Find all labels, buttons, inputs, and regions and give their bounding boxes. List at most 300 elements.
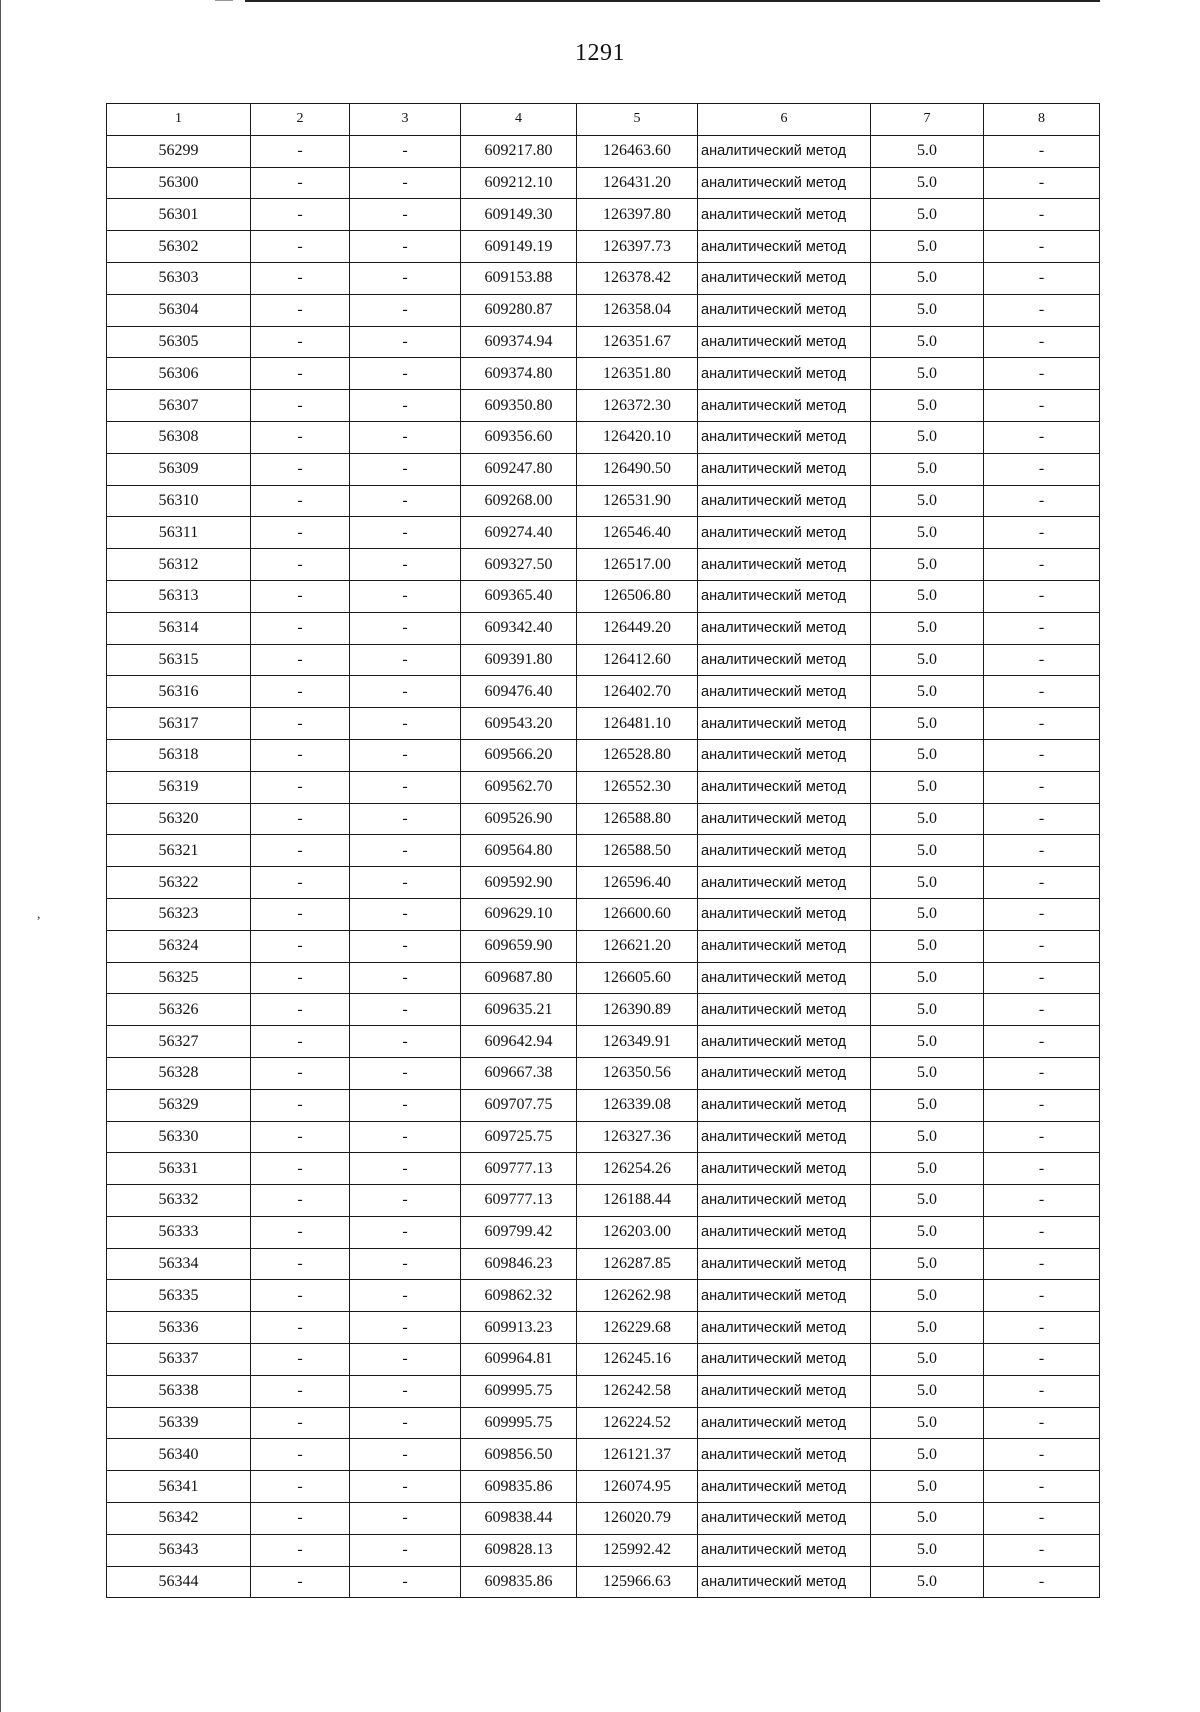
- table-row: [107, 803, 1100, 835]
- x-coordinate-cell: 609566.20: [461, 739, 577, 771]
- method-cell: аналитический метод: [698, 930, 871, 962]
- y-coordinate-cell: 126351.67: [577, 326, 698, 358]
- col8-cell: -: [984, 1248, 1100, 1280]
- col3-cell: -: [350, 390, 461, 422]
- point-number-cell: 56302: [107, 231, 251, 263]
- page-left-edge: [0, 0, 1, 1712]
- point-number-cell: 56341: [107, 1471, 251, 1503]
- col3-cell: -: [350, 708, 461, 740]
- header-cell: 2: [251, 104, 350, 136]
- accuracy-cell: 5.0: [871, 1057, 984, 1089]
- point-number-cell: 56323: [107, 898, 251, 930]
- col2-cell: -: [251, 867, 350, 899]
- col2-cell: -: [251, 199, 350, 231]
- point-number-cell: 56328: [107, 1057, 251, 1089]
- col2-cell: -: [251, 294, 350, 326]
- col2-cell: -: [251, 1439, 350, 1471]
- accuracy-cell: 5.0: [871, 1248, 984, 1280]
- point-number-cell: 56318: [107, 739, 251, 771]
- point-number-cell: 56344: [107, 1566, 251, 1598]
- y-coordinate-cell: 126358.04: [577, 294, 698, 326]
- y-coordinate-cell: 126528.80: [577, 739, 698, 771]
- col3-cell: -: [350, 994, 461, 1026]
- col2-cell: -: [251, 390, 350, 422]
- col8-cell: -: [984, 1280, 1100, 1312]
- col3-cell: -: [350, 167, 461, 199]
- col3-cell: -: [350, 453, 461, 485]
- x-coordinate-cell: 609707.75: [461, 1089, 577, 1121]
- col8-cell: -: [984, 962, 1100, 994]
- col2-cell: -: [251, 708, 350, 740]
- point-number-cell: 56307: [107, 390, 251, 422]
- table-row: [107, 930, 1100, 962]
- table-row: [107, 708, 1100, 740]
- accuracy-cell: 5.0: [871, 1216, 984, 1248]
- col2-cell: -: [251, 994, 350, 1026]
- method-cell: аналитический метод: [698, 231, 871, 263]
- method-cell: аналитический метод: [698, 835, 871, 867]
- point-number-cell: 56305: [107, 326, 251, 358]
- y-coordinate-cell: 126517.00: [577, 549, 698, 581]
- y-coordinate-cell: 126546.40: [577, 517, 698, 549]
- method-cell: аналитический метод: [698, 1280, 871, 1312]
- col2-cell: -: [251, 580, 350, 612]
- method-cell: аналитический метод: [698, 739, 871, 771]
- accuracy-cell: 5.0: [871, 612, 984, 644]
- point-number-cell: 56332: [107, 1185, 251, 1217]
- col2-cell: -: [251, 612, 350, 644]
- accuracy-cell: 5.0: [871, 771, 984, 803]
- table-row: [107, 612, 1100, 644]
- col3-cell: -: [350, 930, 461, 962]
- col3-cell: -: [350, 1280, 461, 1312]
- point-number-cell: 56330: [107, 1121, 251, 1153]
- col2-cell: -: [251, 358, 350, 390]
- col2-cell: -: [251, 1153, 350, 1185]
- point-number-cell: 56299: [107, 135, 251, 167]
- accuracy-cell: 5.0: [871, 739, 984, 771]
- accuracy-cell: 5.0: [871, 676, 984, 708]
- col8-cell: -: [984, 1534, 1100, 1566]
- coordinates-table: [106, 103, 1100, 1598]
- col3-cell: -: [350, 612, 461, 644]
- col2-cell: -: [251, 135, 350, 167]
- accuracy-cell: 5.0: [871, 898, 984, 930]
- x-coordinate-cell: 609862.32: [461, 1280, 577, 1312]
- point-number-cell: 56316: [107, 676, 251, 708]
- table-row: [107, 771, 1100, 803]
- y-coordinate-cell: 126229.68: [577, 1312, 698, 1344]
- point-number-cell: 56343: [107, 1534, 251, 1566]
- table-row: [107, 1280, 1100, 1312]
- method-cell: аналитический метод: [698, 1312, 871, 1344]
- method-cell: аналитический метод: [698, 1344, 871, 1376]
- table-row: [107, 1375, 1100, 1407]
- table-row: [107, 1439, 1100, 1471]
- table-row: [107, 1407, 1100, 1439]
- point-number-cell: 56304: [107, 294, 251, 326]
- x-coordinate-cell: 609247.80: [461, 453, 577, 485]
- col8-cell: -: [984, 835, 1100, 867]
- y-coordinate-cell: 126203.00: [577, 1216, 698, 1248]
- point-number-cell: 56322: [107, 867, 251, 899]
- table-row: [107, 962, 1100, 994]
- table-row: [107, 739, 1100, 771]
- point-number-cell: 56312: [107, 549, 251, 581]
- y-coordinate-cell: 126224.52: [577, 1407, 698, 1439]
- x-coordinate-cell: 609725.75: [461, 1121, 577, 1153]
- col3-cell: -: [350, 644, 461, 676]
- x-coordinate-cell: 609365.40: [461, 580, 577, 612]
- col8-cell: -: [984, 930, 1100, 962]
- col3-cell: -: [350, 1185, 461, 1217]
- col8-cell: -: [984, 898, 1100, 930]
- table-row: [107, 1344, 1100, 1376]
- accuracy-cell: 5.0: [871, 1153, 984, 1185]
- point-number-cell: 56301: [107, 199, 251, 231]
- y-coordinate-cell: 126481.10: [577, 708, 698, 740]
- table-row: [107, 453, 1100, 485]
- method-cell: аналитический метод: [698, 294, 871, 326]
- method-cell: аналитический метод: [698, 962, 871, 994]
- method-cell: аналитический метод: [698, 453, 871, 485]
- table-row: [107, 231, 1100, 263]
- accuracy-cell: 5.0: [871, 294, 984, 326]
- col2-cell: -: [251, 1185, 350, 1217]
- top-edge-mark: [215, 0, 233, 1]
- header-cell: 1: [107, 104, 251, 136]
- col2-cell: -: [251, 485, 350, 517]
- accuracy-cell: 5.0: [871, 962, 984, 994]
- point-number-cell: 56319: [107, 771, 251, 803]
- x-coordinate-cell: 609828.13: [461, 1534, 577, 1566]
- point-number-cell: 56315: [107, 644, 251, 676]
- x-coordinate-cell: 609659.90: [461, 930, 577, 962]
- col8-cell: -: [984, 771, 1100, 803]
- col2-cell: -: [251, 262, 350, 294]
- method-cell: аналитический метод: [698, 867, 871, 899]
- col2-cell: -: [251, 803, 350, 835]
- col2-cell: -: [251, 517, 350, 549]
- y-coordinate-cell: 126121.37: [577, 1439, 698, 1471]
- col2-cell: -: [251, 962, 350, 994]
- col2-cell: -: [251, 644, 350, 676]
- col2-cell: -: [251, 453, 350, 485]
- col3-cell: -: [350, 898, 461, 930]
- x-coordinate-cell: 609835.86: [461, 1471, 577, 1503]
- col3-cell: -: [350, 1057, 461, 1089]
- accuracy-cell: 5.0: [871, 421, 984, 453]
- col8-cell: -: [984, 167, 1100, 199]
- x-coordinate-cell: 609476.40: [461, 676, 577, 708]
- x-coordinate-cell: 609777.13: [461, 1153, 577, 1185]
- y-coordinate-cell: 126506.80: [577, 580, 698, 612]
- x-coordinate-cell: 609562.70: [461, 771, 577, 803]
- table-row: [107, 421, 1100, 453]
- col2-cell: -: [251, 930, 350, 962]
- col2-cell: -: [251, 1566, 350, 1598]
- col2-cell: -: [251, 1344, 350, 1376]
- accuracy-cell: 5.0: [871, 262, 984, 294]
- accuracy-cell: 5.0: [871, 167, 984, 199]
- col8-cell: -: [984, 644, 1100, 676]
- point-number-cell: 56321: [107, 835, 251, 867]
- point-number-cell: 56313: [107, 580, 251, 612]
- point-number-cell: 56317: [107, 708, 251, 740]
- x-coordinate-cell: 609846.23: [461, 1248, 577, 1280]
- top-rule: [245, 0, 1100, 2]
- method-cell: аналитический метод: [698, 549, 871, 581]
- col8-cell: -: [984, 708, 1100, 740]
- point-number-cell: 56331: [107, 1153, 251, 1185]
- x-coordinate-cell: 609995.75: [461, 1375, 577, 1407]
- method-cell: аналитический метод: [698, 421, 871, 453]
- col3-cell: -: [350, 262, 461, 294]
- method-cell: аналитический метод: [698, 1216, 871, 1248]
- table-row: [107, 167, 1100, 199]
- table-row: [107, 1121, 1100, 1153]
- table-row: [107, 994, 1100, 1026]
- col2-cell: -: [251, 549, 350, 581]
- x-coordinate-cell: 609856.50: [461, 1439, 577, 1471]
- y-coordinate-cell: 126372.30: [577, 390, 698, 422]
- x-coordinate-cell: 609342.40: [461, 612, 577, 644]
- y-coordinate-cell: 126327.36: [577, 1121, 698, 1153]
- table-row: [107, 326, 1100, 358]
- accuracy-cell: 5.0: [871, 199, 984, 231]
- accuracy-cell: 5.0: [871, 708, 984, 740]
- table-row: [107, 1312, 1100, 1344]
- col8-cell: -: [984, 1057, 1100, 1089]
- accuracy-cell: 5.0: [871, 1280, 984, 1312]
- accuracy-cell: 5.0: [871, 453, 984, 485]
- method-cell: аналитический метод: [698, 199, 871, 231]
- col3-cell: -: [350, 1153, 461, 1185]
- y-coordinate-cell: 126390.89: [577, 994, 698, 1026]
- table-row: [107, 1185, 1100, 1217]
- method-cell: аналитический метод: [698, 1026, 871, 1058]
- col3-cell: -: [350, 771, 461, 803]
- col8-cell: -: [984, 390, 1100, 422]
- y-coordinate-cell: 126596.40: [577, 867, 698, 899]
- method-cell: аналитический метод: [698, 771, 871, 803]
- accuracy-cell: 5.0: [871, 1121, 984, 1153]
- method-cell: аналитический метод: [698, 1407, 871, 1439]
- table-row: [107, 1534, 1100, 1566]
- col8-cell: -: [984, 421, 1100, 453]
- col3-cell: -: [350, 1248, 461, 1280]
- col8-cell: -: [984, 1375, 1100, 1407]
- col2-cell: -: [251, 1280, 350, 1312]
- x-coordinate-cell: 609995.75: [461, 1407, 577, 1439]
- x-coordinate-cell: 609149.19: [461, 231, 577, 263]
- col2-cell: -: [251, 167, 350, 199]
- accuracy-cell: 5.0: [871, 580, 984, 612]
- x-coordinate-cell: 609327.50: [461, 549, 577, 581]
- table-row: [107, 262, 1100, 294]
- y-coordinate-cell: 126621.20: [577, 930, 698, 962]
- point-number-cell: 56340: [107, 1439, 251, 1471]
- col3-cell: -: [350, 676, 461, 708]
- method-cell: аналитический метод: [698, 1057, 871, 1089]
- table-row: [107, 517, 1100, 549]
- point-number-cell: 56339: [107, 1407, 251, 1439]
- y-coordinate-cell: 126287.85: [577, 1248, 698, 1280]
- method-cell: аналитический метод: [698, 1121, 871, 1153]
- table-row: [107, 358, 1100, 390]
- table-row: [107, 676, 1100, 708]
- accuracy-cell: 5.0: [871, 1471, 984, 1503]
- point-number-cell: 56327: [107, 1026, 251, 1058]
- accuracy-cell: 5.0: [871, 1566, 984, 1598]
- col8-cell: -: [984, 739, 1100, 771]
- col8-cell: -: [984, 358, 1100, 390]
- x-coordinate-cell: 609629.10: [461, 898, 577, 930]
- method-cell: аналитический метод: [698, 1375, 871, 1407]
- accuracy-cell: 5.0: [871, 390, 984, 422]
- x-coordinate-cell: 609212.10: [461, 167, 577, 199]
- col8-cell: -: [984, 1121, 1100, 1153]
- table-row: [107, 580, 1100, 612]
- col8-cell: -: [984, 294, 1100, 326]
- point-number-cell: 56329: [107, 1089, 251, 1121]
- y-coordinate-cell: 126420.10: [577, 421, 698, 453]
- point-number-cell: 56310: [107, 485, 251, 517]
- y-coordinate-cell: 126351.80: [577, 358, 698, 390]
- x-coordinate-cell: 609564.80: [461, 835, 577, 867]
- method-cell: аналитический метод: [698, 644, 871, 676]
- col3-cell: -: [350, 549, 461, 581]
- col3-cell: -: [350, 1216, 461, 1248]
- col3-cell: -: [350, 962, 461, 994]
- table-row: [107, 390, 1100, 422]
- point-number-cell: 56314: [107, 612, 251, 644]
- col8-cell: -: [984, 485, 1100, 517]
- accuracy-cell: 5.0: [871, 994, 984, 1026]
- point-number-cell: 56311: [107, 517, 251, 549]
- point-number-cell: 56320: [107, 803, 251, 835]
- y-coordinate-cell: 126339.08: [577, 1089, 698, 1121]
- x-coordinate-cell: 609350.80: [461, 390, 577, 422]
- method-cell: аналитический метод: [698, 1248, 871, 1280]
- table-row: [107, 294, 1100, 326]
- accuracy-cell: 5.0: [871, 231, 984, 263]
- accuracy-cell: 5.0: [871, 930, 984, 962]
- y-coordinate-cell: 126588.50: [577, 835, 698, 867]
- col8-cell: -: [984, 1026, 1100, 1058]
- y-coordinate-cell: 126397.80: [577, 199, 698, 231]
- y-coordinate-cell: 126605.60: [577, 962, 698, 994]
- method-cell: аналитический метод: [698, 1185, 871, 1217]
- col2-cell: -: [251, 1312, 350, 1344]
- col3-cell: -: [350, 517, 461, 549]
- point-number-cell: 56334: [107, 1248, 251, 1280]
- method-cell: аналитический метод: [698, 1503, 871, 1535]
- accuracy-cell: 5.0: [871, 1375, 984, 1407]
- method-cell: аналитический метод: [698, 898, 871, 930]
- method-cell: аналитический метод: [698, 994, 871, 1026]
- method-cell: аналитический метод: [698, 1566, 871, 1598]
- col3-cell: -: [350, 1566, 461, 1598]
- method-cell: аналитический метод: [698, 580, 871, 612]
- table-row: [107, 898, 1100, 930]
- x-coordinate-cell: 609356.60: [461, 421, 577, 453]
- col2-cell: -: [251, 421, 350, 453]
- point-number-cell: 56326: [107, 994, 251, 1026]
- col2-cell: -: [251, 326, 350, 358]
- x-coordinate-cell: 609280.87: [461, 294, 577, 326]
- accuracy-cell: 5.0: [871, 1503, 984, 1535]
- col2-cell: -: [251, 771, 350, 803]
- method-cell: аналитический метод: [698, 358, 871, 390]
- table-row: [107, 1153, 1100, 1185]
- col8-cell: -: [984, 1471, 1100, 1503]
- table-row: [107, 1026, 1100, 1058]
- table-row: [107, 549, 1100, 581]
- col2-cell: -: [251, 835, 350, 867]
- col3-cell: -: [350, 835, 461, 867]
- col8-cell: -: [984, 1344, 1100, 1376]
- col3-cell: -: [350, 1439, 461, 1471]
- table-row: [107, 1471, 1100, 1503]
- col3-cell: -: [350, 1471, 461, 1503]
- y-coordinate-cell: 126397.73: [577, 231, 698, 263]
- method-cell: аналитический метод: [698, 135, 871, 167]
- table-body: [107, 135, 1100, 1598]
- point-number-cell: 56337: [107, 1344, 251, 1376]
- y-coordinate-cell: 126378.42: [577, 262, 698, 294]
- x-coordinate-cell: 609274.40: [461, 517, 577, 549]
- method-cell: аналитический метод: [698, 708, 871, 740]
- col2-cell: -: [251, 739, 350, 771]
- y-coordinate-cell: 126074.95: [577, 1471, 698, 1503]
- y-coordinate-cell: 126402.70: [577, 676, 698, 708]
- y-coordinate-cell: 126531.90: [577, 485, 698, 517]
- col3-cell: -: [350, 294, 461, 326]
- col8-cell: -: [984, 549, 1100, 581]
- x-coordinate-cell: 609799.42: [461, 1216, 577, 1248]
- accuracy-cell: 5.0: [871, 644, 984, 676]
- point-number-cell: 56324: [107, 930, 251, 962]
- col2-cell: -: [251, 676, 350, 708]
- method-cell: аналитический метод: [698, 326, 871, 358]
- col8-cell: -: [984, 1312, 1100, 1344]
- x-coordinate-cell: 609687.80: [461, 962, 577, 994]
- header-cell: 3: [350, 104, 461, 136]
- header-cell: 6: [698, 104, 871, 136]
- point-number-cell: 56342: [107, 1503, 251, 1535]
- y-coordinate-cell: 126242.58: [577, 1375, 698, 1407]
- point-number-cell: 56306: [107, 358, 251, 390]
- col3-cell: -: [350, 1026, 461, 1058]
- point-number-cell: 56309: [107, 453, 251, 485]
- col8-cell: -: [984, 612, 1100, 644]
- accuracy-cell: 5.0: [871, 1534, 984, 1566]
- method-cell: аналитический метод: [698, 676, 871, 708]
- x-coordinate-cell: 609642.94: [461, 1026, 577, 1058]
- col8-cell: -: [984, 580, 1100, 612]
- col8-cell: -: [984, 676, 1100, 708]
- y-coordinate-cell: 126490.50: [577, 453, 698, 485]
- method-cell: аналитический метод: [698, 262, 871, 294]
- table-row: [107, 1503, 1100, 1535]
- y-coordinate-cell: 126463.60: [577, 135, 698, 167]
- col8-cell: -: [984, 231, 1100, 263]
- col3-cell: -: [350, 1375, 461, 1407]
- col2-cell: -: [251, 1471, 350, 1503]
- accuracy-cell: 5.0: [871, 1312, 984, 1344]
- x-coordinate-cell: 609667.38: [461, 1057, 577, 1089]
